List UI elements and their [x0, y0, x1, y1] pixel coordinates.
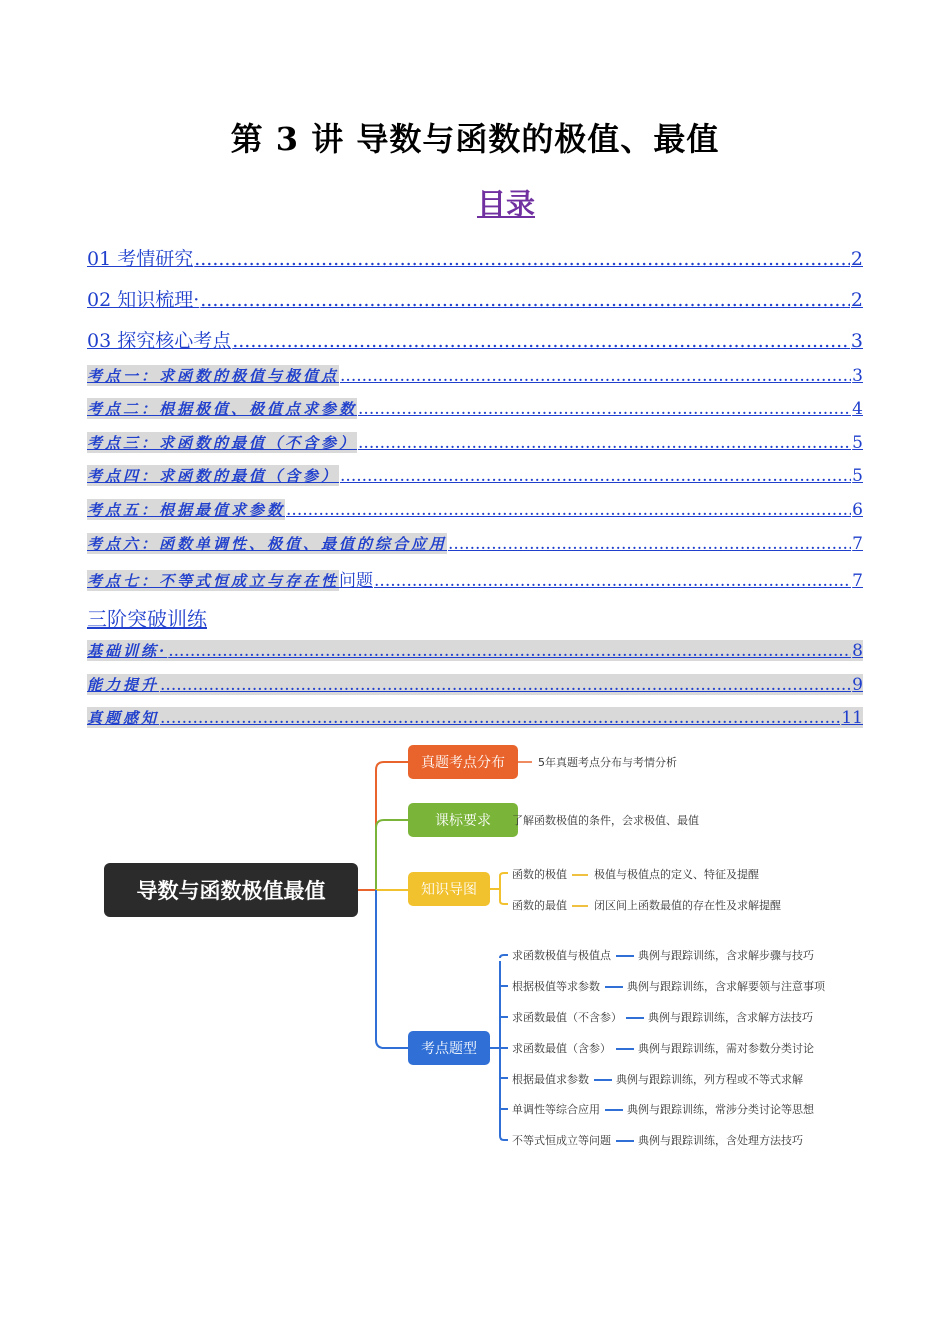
question-type-desc: 典例与跟踪训练，含求解要领与注意事项	[627, 980, 825, 993]
question-type-name: 求函数最值（不含参）	[512, 1011, 622, 1024]
leaf-curriculum: 了解函数极值的条件，会求极值、最值	[512, 814, 699, 827]
toc-entry-real[interactable]: 真题感知 ..... 11	[87, 707, 863, 728]
page-title: 第 3 讲 导数与函数的极值、最值	[230, 120, 720, 158]
question-type-name: 根据最值求参数	[512, 1073, 589, 1086]
toc-entry-point-1[interactable]: 考点一：求函数的极值与极值点 ..... 3	[87, 365, 863, 386]
mind-map-root: 导数与函数极值最值	[104, 863, 358, 917]
question-type-name: 求函数最值（含参）	[512, 1042, 611, 1055]
toc-entry-basic[interactable]: 基础训练· ..... 8	[87, 640, 863, 661]
toc-entry-point-7[interactable]: 考点七：不等式恒成立与存在性 问题 ..... 7	[87, 566, 863, 591]
question-type-dash	[616, 955, 634, 957]
toc-entry-point-2[interactable]: 考点二：根据极值、极值点求参数 ..... 4	[87, 398, 863, 419]
toc-entry-point-5[interactable]: 考点五：根据最值求参数 ..... 6	[87, 499, 863, 520]
knowledge-item-name: 函数的极值	[512, 868, 567, 881]
knowledge-item-desc: 极值与极值点的定义、特征及提醒	[594, 868, 759, 881]
branch-curriculum: 课标要求	[408, 803, 518, 837]
toc-entry-point-3[interactable]: 考点三：求函数的最值（不含参） ..... 5	[87, 432, 863, 453]
toc-entry-study[interactable]: 01 考情研究 ..... 2	[87, 244, 863, 271]
toc-entry-point-4[interactable]: 考点四：求函数的最值（含参） ..... 5	[87, 465, 863, 486]
question-type-desc: 典例与跟踪训练，需对参数分类讨论	[638, 1042, 814, 1055]
toc-entry-knowledge[interactable]: 02 知识梳理· ..... 2	[87, 285, 863, 312]
question-type-desc: 典例与跟踪训练，含求解方法技巧	[648, 1011, 813, 1024]
question-type-name: 求函数极值与极值点	[512, 949, 611, 962]
toc-entry-training[interactable]: 三阶突破训练	[87, 607, 207, 631]
branch-knowledge-map: 知识导图	[408, 872, 490, 906]
toc-entry-core[interactable]: 03 探究核心考点 ..... 3	[87, 326, 863, 353]
toc-heading: 目录	[476, 187, 535, 221]
knowledge-dash	[572, 874, 588, 876]
question-type-desc: 典例与跟踪训练，列方程或不等式求解	[616, 1073, 803, 1086]
question-type-dash	[605, 1109, 623, 1111]
question-type-desc: 典例与跟踪训练，常涉分类讨论等思想	[627, 1103, 814, 1116]
question-type-dash	[626, 1017, 644, 1019]
knowledge-dash	[572, 905, 588, 907]
branch-question-types: 考点题型	[408, 1031, 490, 1065]
knowledge-item-desc: 闭区间上函数最值的存在性及求解提醒	[594, 899, 781, 912]
question-type-desc: 典例与跟踪训练，含处理方法技巧	[638, 1134, 803, 1147]
question-type-dash	[605, 986, 623, 988]
toc-entry-ability[interactable]: 能力提升 ..... 9	[87, 674, 863, 695]
question-type-dash	[616, 1140, 634, 1142]
question-type-dash	[594, 1079, 612, 1081]
branch-exam-distribution: 真题考点分布	[408, 745, 518, 779]
question-type-name: 不等式恒成立等问题	[512, 1134, 611, 1147]
question-type-dash	[616, 1048, 634, 1050]
leaf-exam-distribution: 5年真题考点分布与考情分析	[538, 756, 677, 769]
question-type-name: 根据极值等求参数	[512, 980, 600, 993]
question-type-name: 单调性等综合应用	[512, 1103, 600, 1116]
toc-entry-point-6[interactable]: 考点六：函数单调性、极值、最值的综合应用 ..... 7	[87, 533, 863, 554]
question-type-desc: 典例与跟踪训练，含求解步骤与技巧	[638, 949, 814, 962]
knowledge-item-name: 函数的最值	[512, 899, 567, 912]
